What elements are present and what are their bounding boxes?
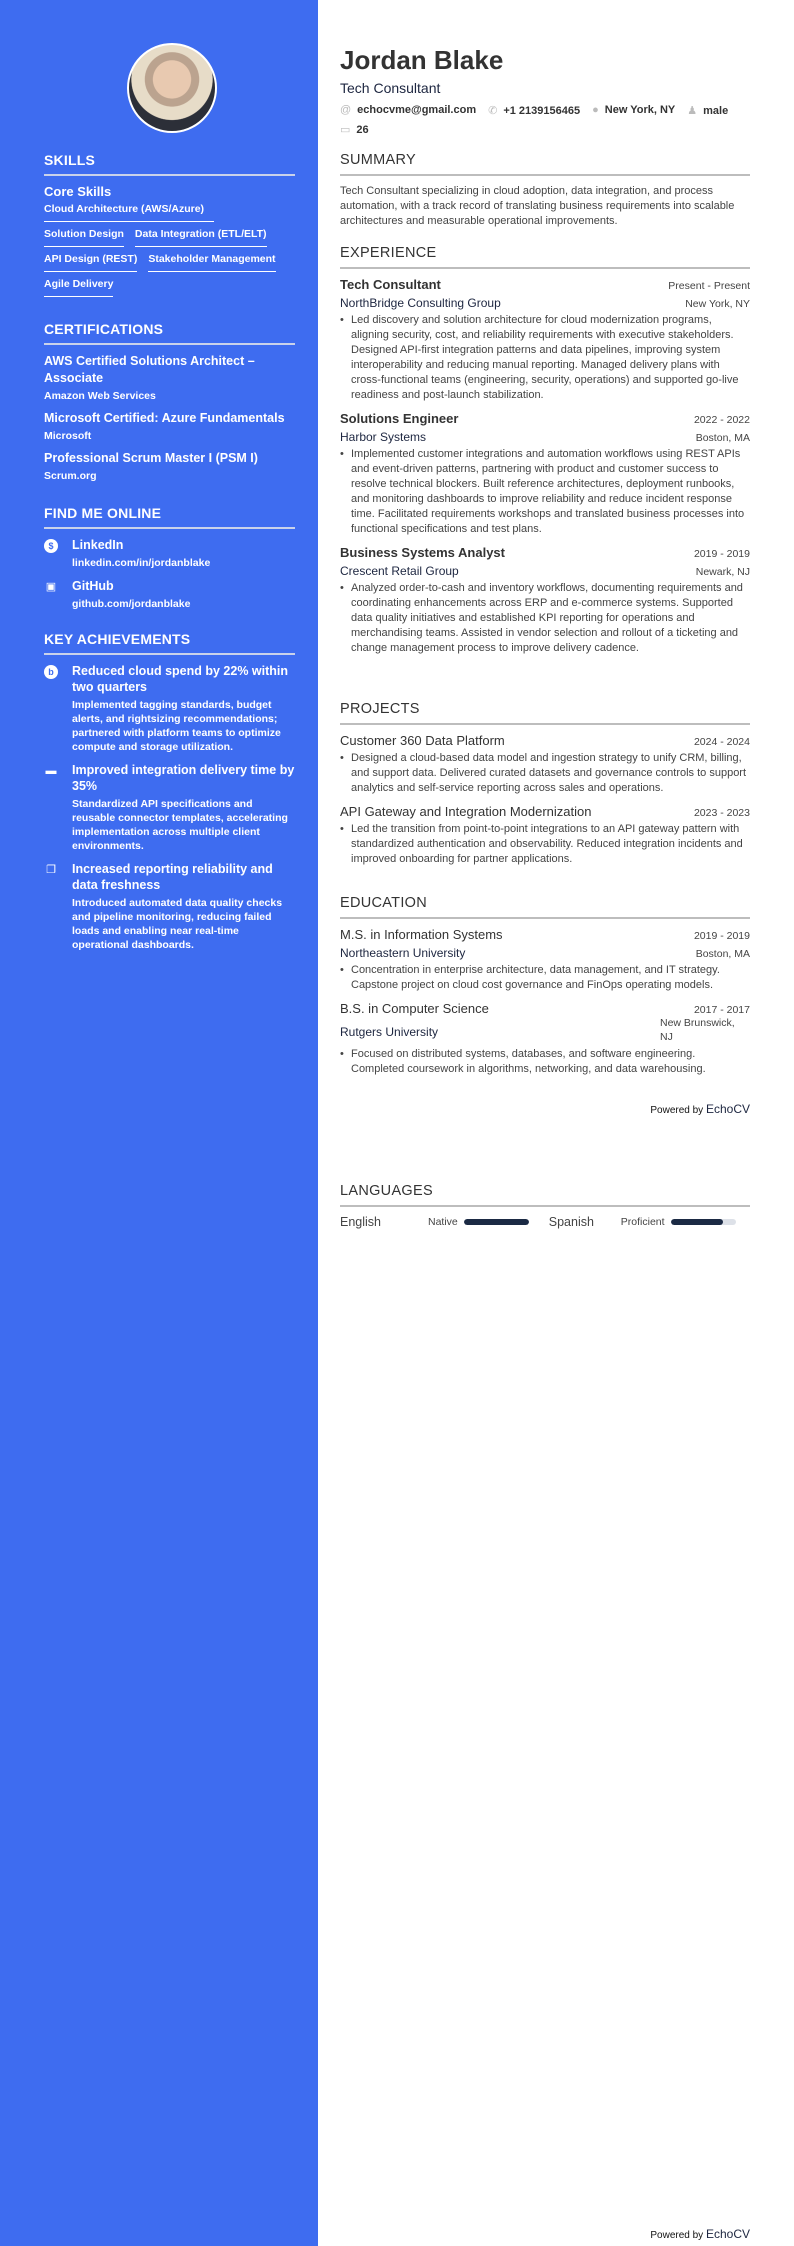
bullet: • Implemented customer integrations and automation workflows using REST APIs and event-driven patterns, partnering with product and customer success to resolve technical blockers. Built reference architectures, deployment runbooks, and monitoring dashboards to improve reliability and reduce incident response time. Facilitated requirements workshops and translated business processes into functional specifications and test plans. [340, 447, 750, 537]
summary-text: Tech Consultant specializing in cloud adoption, data integration, and process automation, with a track record of translating business requirements into scalable architectures and measurable operational improvements. [340, 185, 735, 227]
certification-item [44, 410, 295, 442]
location: New Brunswick, NJ [660, 1017, 735, 1043]
achievement-title: Reduced cloud spend by 22% within two quarters [72, 664, 289, 694]
role: Business Systems Analyst [340, 545, 505, 560]
skill-tag: Cloud Architecture (AWS/Azure) [44, 203, 214, 222]
job-title: Tech Consultant [340, 80, 441, 96]
experience-item [340, 411, 750, 537]
education-item [340, 927, 750, 993]
link-linkedin[interactable] [44, 537, 295, 570]
skill-tag: API Design (REST) [44, 253, 137, 272]
contact-phone[interactable] [488, 104, 580, 117]
section-heading: KEY ACHIEVEMENTS [44, 631, 295, 655]
contact-location [592, 104, 675, 117]
bullet: • Led discovery and solution architecture for cloud modernization programs, aligning security, cost, and reliability requirements with executive stakeholders. Designed API-first integration patterns and data pipelines, improving system interoperability and reducing manual reporting. Managed delivery plans with cross-functional teams (engineering, security, operations) and supported go-live readiness and post-launch stabilization. [340, 313, 750, 403]
powered-by [650, 1102, 750, 1116]
education-item [340, 1001, 750, 1077]
age-text: 26 [356, 124, 369, 136]
language-bar [464, 1219, 529, 1225]
brand-link[interactable]: EchoCV [705, 2227, 750, 2241]
language-name: Spanish [548, 1215, 594, 1229]
calendar-icon: ▭ [340, 124, 351, 136]
language-bar-fill [464, 1219, 529, 1225]
language-name: English [340, 1215, 381, 1229]
person-icon: ♟ [687, 105, 698, 117]
header [340, 45, 750, 136]
skill-tag: Solution Design [44, 228, 124, 247]
section-heading: CERTIFICATIONS [44, 321, 295, 345]
project-item [340, 733, 750, 796]
cert-issuer: Amazon Web Services [44, 390, 156, 402]
experience-item [340, 545, 750, 656]
skills-section [44, 152, 295, 297]
language-level: Native [428, 1216, 458, 1228]
candidate-name: Jordan Blake [340, 45, 504, 75]
degree: B.S. in Computer Science [340, 1001, 489, 1016]
skill-tag: Stakeholder Management [148, 253, 275, 272]
linkedin-icon: $ [44, 539, 58, 553]
location-pin-icon: ● [592, 104, 599, 116]
role: Tech Consultant [340, 277, 441, 292]
summary-section [340, 152, 750, 229]
sidebar [0, 0, 318, 2246]
section-heading: PROJECTS [340, 701, 750, 725]
cert-issuer: Microsoft [44, 430, 92, 442]
dates: 2017 - 2017 [693, 1004, 750, 1016]
section-heading: LANGUAGES [340, 1183, 750, 1207]
online-section [44, 505, 295, 619]
company: NorthBridge Consulting Group [340, 296, 501, 310]
chat-icon: ▬ [45, 765, 57, 777]
language-level: Proficient [620, 1216, 665, 1228]
brand-link[interactable]: EchoCV [705, 1102, 750, 1116]
bullet: • Led the transition from point-to-point integrations to an API gateway pattern with standardized authentication and observability. Reduced integration incidents and improved onboarding for partner applications. [340, 822, 750, 867]
phone-icon: ✆ [488, 105, 498, 117]
cert-issuer: Scrum.org [44, 470, 97, 482]
powered-text: Powered by [650, 1105, 704, 1116]
contact-gender [687, 104, 728, 117]
gender-text: male [703, 105, 729, 117]
link-label: GitHub [72, 579, 114, 593]
degree: M.S. in Information Systems [340, 927, 503, 942]
company: Harbor Systems [340, 430, 427, 444]
powered-by-footer [650, 2227, 750, 2241]
contact-info [340, 104, 750, 136]
link-label: LinkedIn [72, 538, 124, 552]
skill-tag: Data Integration (ETL/ELT) [135, 228, 267, 247]
powered-text: Powered by [650, 2230, 704, 2241]
achievement-title: Increased reporting reliability and data freshness [72, 862, 273, 892]
project-name: Customer 360 Data Platform [340, 733, 505, 748]
bullet: • Focused on distributed systems, databases, and software engineering. Completed coursework in algorithms, networking, and data warehousing. [340, 1047, 750, 1077]
phone-text: +1 2139156465 [503, 105, 581, 117]
bullet: • Analyzed order-to-cash and inventory workflows, documenting requirements and coordinating enhancements across ERP and e-commerce systems. Supported data quality initiatives and established KPI reporting for operations and merchandising teams. Assisted in vendor selection and rollout of a ticketing and change management process to improve delivery cadence. [340, 581, 750, 656]
school: Rutgers University [340, 1025, 439, 1039]
achievement-item [44, 663, 295, 754]
education-section [340, 895, 750, 1085]
at-icon: @ [340, 104, 352, 116]
piggy-bank-icon: b [44, 665, 58, 679]
location: Boston, MA [695, 432, 750, 444]
language-bar [671, 1219, 736, 1225]
dates: 2019 - 2019 [693, 930, 750, 942]
experience-item [340, 277, 750, 403]
cert-name: AWS Certified Solutions Architect – Associate [44, 354, 255, 385]
achievement-desc: Implemented tagging standards, budget alerts, and rightsizing recommendations; partnered with platform teams to optimize compute and storage utilization. [72, 699, 281, 753]
dates: 2024 - 2024 [693, 736, 750, 748]
certification-item [44, 353, 295, 402]
documents-icon: ❐ [46, 864, 56, 876]
section-heading: EDUCATION [340, 895, 750, 919]
achievement-title: Improved integration delivery time by 35% [72, 763, 295, 793]
company: Crescent Retail Group [340, 564, 459, 578]
location: Boston, MA [695, 948, 750, 960]
cert-name: Microsoft Certified: Azure Fundamentals [44, 411, 285, 425]
school: Northeastern University [340, 946, 466, 960]
achievements-section [44, 631, 295, 960]
achievement-item [44, 762, 295, 853]
achievement-desc: Introduced automated data quality checks and pipeline monitoring, reducing failed loads and enabling near real-time operational dashboards. [72, 897, 283, 951]
bullet: • Designed a cloud-based data model and ingestion strategy to unify CRM, billing, and support data. Delivered curated datasets and governance controls to support analytics and self-service reporting across sales and operations. [340, 751, 750, 796]
location: New York, NY [685, 298, 750, 310]
dates: 2023 - 2023 [693, 807, 750, 819]
certifications-section [44, 321, 295, 490]
role: Solutions Engineer [340, 411, 459, 426]
profile-photo [127, 43, 217, 133]
dates: 2019 - 2019 [693, 548, 750, 560]
bullet: • Concentration in enterprise architecture, data management, and IT strategy. Capstone project on cloud cost governance and FinOps operating models. [340, 963, 750, 993]
achievement-desc: Standardized API specifications and reusable connector templates, accelerating implementation across multiple client environments. [72, 798, 288, 852]
section-heading: EXPERIENCE [340, 245, 750, 269]
experience-section [340, 245, 750, 664]
skills-subheading: Core Skills [44, 184, 112, 199]
link-url[interactable]: linkedin.com/in/jordanblake [72, 557, 211, 569]
dates: 2022 - 2022 [693, 414, 750, 426]
location: Newark, NJ [695, 566, 750, 578]
location-text: New York, NY [604, 104, 676, 116]
dates: Present - Present [668, 280, 750, 292]
contact-age [340, 123, 369, 136]
link-url[interactable]: github.com/jordanblake [72, 598, 191, 610]
certification-item [44, 450, 295, 482]
section-heading: SUMMARY [340, 152, 750, 176]
projects-section [340, 701, 750, 875]
project-name: API Gateway and Integration Modernization [340, 804, 592, 819]
project-item [340, 804, 750, 867]
languages-section [340, 1183, 750, 1229]
section-heading: FIND ME ONLINE [44, 505, 295, 529]
skill-tag: Agile Delivery [44, 278, 113, 297]
github-icon: ▣ [45, 581, 57, 593]
achievement-item [44, 861, 295, 952]
email-text: echocvme@gmail.com [357, 104, 477, 116]
contact-email[interactable] [340, 104, 476, 117]
link-github[interactable] [44, 578, 295, 611]
cert-name: Professional Scrum Master I (PSM I) [44, 451, 258, 465]
language-bar-fill [671, 1219, 723, 1225]
section-heading: SKILLS [44, 152, 295, 176]
